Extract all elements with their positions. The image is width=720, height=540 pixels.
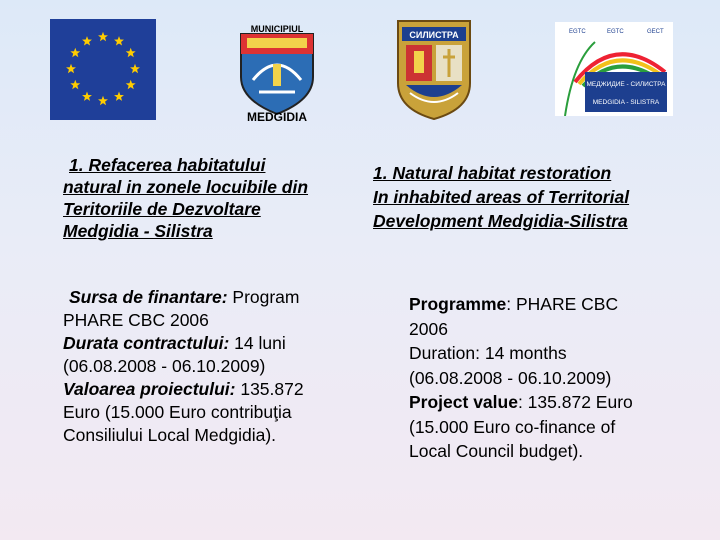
ro-value-line — [63, 378, 353, 401]
en-project-details — [409, 292, 699, 464]
medgidia-coat-of-arms — [233, 22, 321, 122]
ro-title-line-3: Teritoriile de Dezvoltare — [63, 199, 261, 219]
silistra-banner-text: СИЛИСТРА — [409, 30, 459, 40]
silistra-coat-of-arms — [394, 17, 474, 121]
ro-title-line-1: 1. Refacerea habitatului — [69, 155, 266, 175]
egtc-line-1: МЕДЖИДИЕ - СИЛИСТРА — [586, 81, 666, 88]
ro-duration-line — [63, 332, 353, 355]
ro-value-label: Valoarea proiectului: — [63, 379, 236, 399]
eu-star-icon — [114, 92, 124, 101]
en-title-line-2: In inhabited areas of Territorial — [373, 187, 630, 207]
ro-project-details — [63, 286, 353, 447]
eu-star-icon — [98, 96, 108, 105]
egtc-line-2: MEDGIDIA - SILISTRA — [592, 99, 660, 106]
en-value-value: : 135.872 Euro — [517, 392, 633, 412]
en-cofinance-2: Local Council budget). — [409, 441, 584, 461]
eu-star-icon — [98, 32, 108, 41]
eu-star-icon — [82, 36, 92, 45]
ro-duration-label: Durata contractului: — [63, 333, 230, 353]
ro-period: (06.08.2008 - 06.10.2009) — [63, 356, 266, 376]
en-title-line-3: Development Medgidia-Silistra — [373, 211, 628, 231]
ro-value-line-3: Consiliului Local Medgidia). — [63, 425, 277, 445]
eu-flag-logo — [50, 19, 156, 120]
eu-star-icon — [126, 48, 136, 57]
en-value-label: Project value — [409, 392, 518, 412]
egtc-label-3: GECT — [647, 29, 664, 35]
en-period: (06.08.2008 - 06.10.2009) — [409, 367, 612, 388]
egtc-label-1: EGTC — [569, 29, 586, 35]
ro-title-line-2: natural in zonele locuibile din — [63, 177, 309, 197]
eu-star-icon — [66, 64, 76, 73]
en-title — [373, 161, 693, 233]
en-title-line-1: 1. Natural habitat restoration — [373, 163, 612, 183]
egtc-logo — [555, 22, 673, 116]
en-programme-label: Programme — [409, 294, 507, 314]
ro-value-line-2: Euro (15.000 Euro contribuţia — [63, 402, 292, 422]
ro-title-line-4: Medgidia - Silistra — [63, 221, 213, 241]
eu-star-icon — [70, 80, 80, 89]
en-cofinance-1: (15.000 Euro co-finance of — [409, 416, 616, 437]
en-programme-value: : PHARE CBC — [506, 294, 619, 314]
eu-star-icon — [126, 80, 136, 89]
eu-star-icon — [82, 92, 92, 101]
medgidia-bottom-text: MEDGIDIA — [247, 110, 307, 122]
en-programme-line — [409, 292, 699, 317]
ro-funding-label: Sursa de finantare: — [69, 287, 228, 307]
ro-funding-line — [63, 286, 353, 309]
ro-funding-value: Program — [227, 287, 300, 307]
ro-program: PHARE CBC 2006 — [63, 310, 209, 330]
eu-star-icon — [114, 36, 124, 45]
eu-star-icon — [130, 64, 140, 73]
eu-stars — [50, 19, 156, 120]
eu-star-icon — [70, 48, 80, 57]
ro-title — [63, 154, 353, 242]
egtc-label-2: EGTC — [607, 29, 624, 35]
ro-duration-value: 14 luni — [229, 333, 286, 353]
medgidia-top-text: MUNICIPIUL — [250, 24, 304, 34]
en-duration: Duration: 14 months — [409, 343, 567, 363]
ro-value-value: 135.872 — [235, 379, 304, 399]
en-value-line — [409, 390, 699, 415]
en-programme-year: 2006 — [409, 318, 448, 339]
